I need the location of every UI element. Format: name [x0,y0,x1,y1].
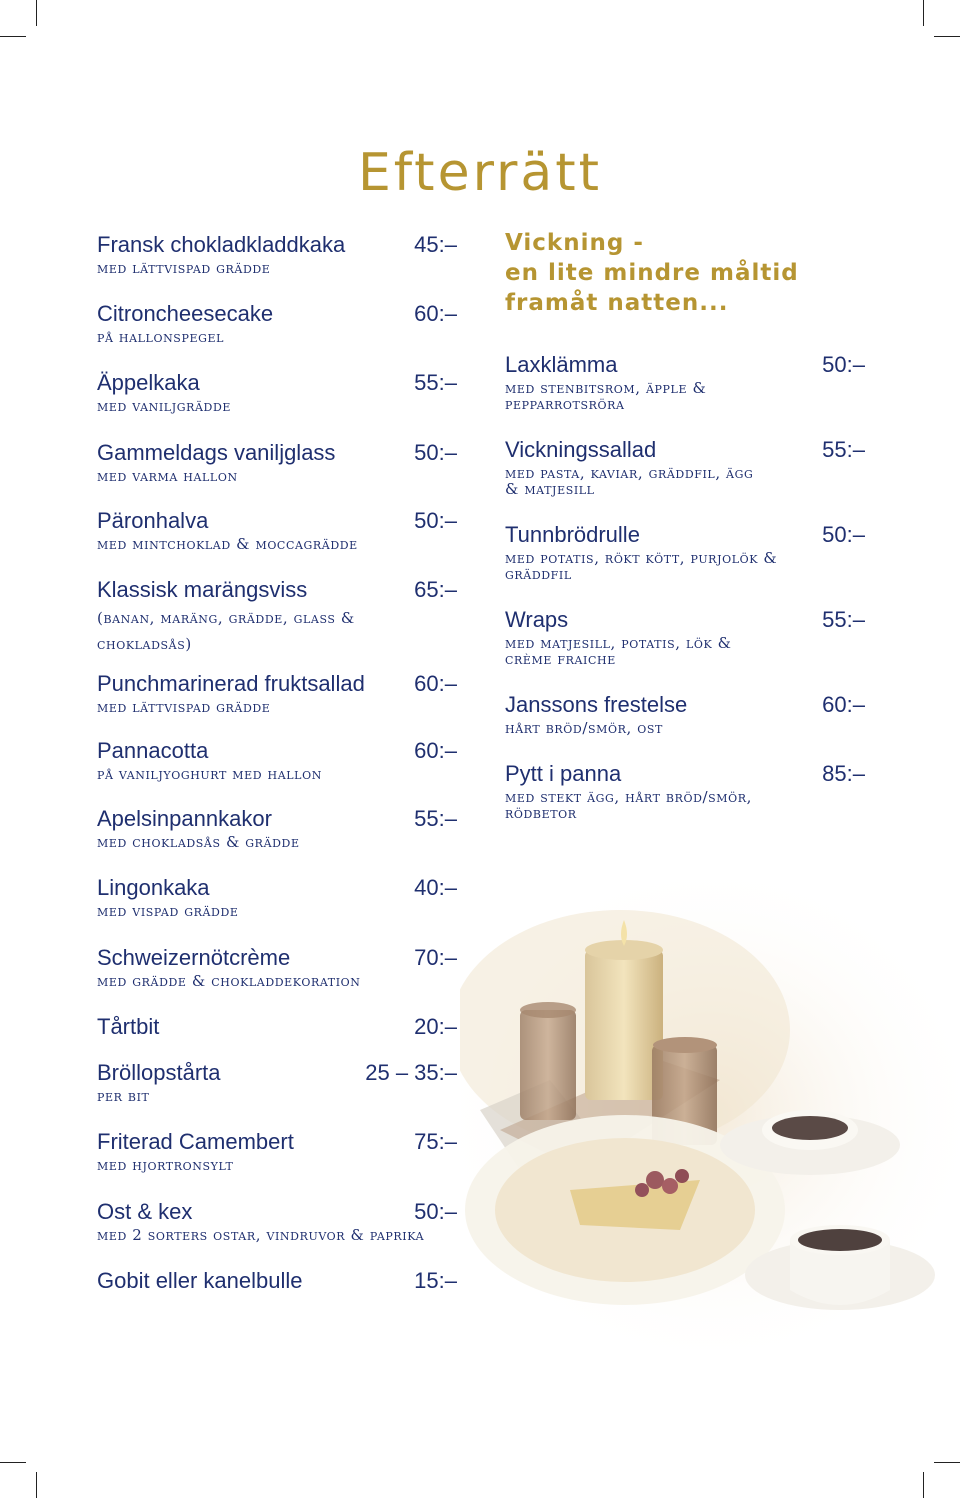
item-description: med stenbitsrom, äpple & pepparrotsröra [505,379,707,413]
item-price: 40:– [414,875,457,900]
item-name: Citroncheesecake [97,301,274,326]
crop-mark [36,0,37,26]
item-name: Klassisk marängsviss [97,577,308,602]
item-name: Bröllopstårta [97,1060,221,1085]
item-description: med potatis, rökt kött, purjolök & gräddfil [505,549,778,583]
item-price: 70:– [414,945,457,970]
item-description: med matjesill, potatis, lök & crème fraiche [505,634,732,668]
dessert-list [97,230,457,1306]
item-price: 50:– [822,522,865,547]
menu-item [97,736,457,804]
item-price: 25 – 35:– [365,1060,457,1085]
item-description: med varma hallon [97,467,238,485]
item-price: 85:– [822,761,865,786]
item-name: Punchmarinerad fruktsallad [97,671,365,696]
vickning-section [505,228,865,829]
item-description: med mintchoklad & moccagrädde [97,535,358,553]
item-price: 50:– [414,508,457,533]
menu-item [97,230,457,299]
menu-item [97,1012,457,1058]
item-description: med lättvispad grädde [97,698,271,716]
item-description: med chokladsås & grädde [97,833,300,851]
menu-item [97,1197,457,1266]
item-price: 60:– [414,738,457,763]
item-price: 75:– [414,1129,457,1154]
menu-item [97,669,457,736]
item-name: Laxklämma [505,352,618,377]
crop-mark [36,1472,37,1498]
item-description: med lättvispad grädde [97,259,271,277]
item-name: Wraps [505,607,569,632]
menu-item [97,438,457,506]
item-name: Fransk chokladkladdkaka [97,232,346,257]
crop-mark [934,36,960,37]
item-name: Pytt i panna [505,761,622,786]
item-price: 60:– [822,692,865,717]
item-description: med vispad grädde [97,902,239,920]
item-name: Päronhalva [97,508,209,533]
menu-item [97,943,457,1012]
menu-item [97,506,457,575]
item-price: 55:– [822,437,865,462]
item-description: med pasta, kaviar, gräddfil, ägg & matjesill [505,464,754,498]
item-name: Tunnbrödrulle [505,522,640,547]
item-price: 60:– [414,301,457,326]
crop-mark [934,1462,960,1463]
menu-item [97,1127,457,1197]
menu-item [97,1266,457,1306]
menu-item [505,759,865,829]
item-price: 45:– [414,232,457,257]
item-name: Friterad Camembert [97,1129,294,1154]
item-name: Pannacotta [97,738,209,763]
candles-dessert-photo [460,880,960,1350]
crop-mark [923,0,924,26]
menu-item [505,350,865,435]
item-description: med stekt ägg, hårt bröd/smör, rödbetor [505,788,753,822]
menu-item [97,1058,457,1127]
item-description: med hjortronsylt [97,1156,234,1174]
heading-line: Vickning - [505,230,644,256]
item-price: 55:– [414,370,457,395]
item-price: 50:– [414,440,457,465]
item-name: Ost & kex [97,1199,193,1224]
menu-item [97,368,457,438]
item-name: Gobit eller kanelbulle [97,1268,303,1293]
crop-mark [0,36,26,37]
menu-item [505,435,865,520]
item-description: per bit [97,1087,150,1105]
item-description: med grädde & chokladdekoration [97,972,361,990]
menu-item [97,299,457,368]
menu-item [505,605,865,690]
heading-line: framåt natten... [505,290,729,316]
item-name: Tårtbit [97,1014,160,1039]
item-price: 55:– [822,607,865,632]
menu-item [97,575,457,669]
item-name: Lingonkaka [97,875,210,900]
item-name: Äppelkaka [97,370,200,395]
heading-line: en lite mindre måltid [505,260,799,286]
menu-item [97,804,457,873]
item-price: 50:– [822,352,865,377]
page-title: Efterrätt [357,142,603,203]
crop-mark [923,1472,924,1498]
item-name: Apelsinpannkakor [97,806,272,831]
item-description: på hallonspegel [97,328,224,346]
item-description: med 2 sorters ostar, vindruvor & paprika [97,1226,425,1244]
item-description: på vaniljyoghurt med hallon [97,765,322,783]
item-price: 55:– [414,806,457,831]
item-name: Gammeldags vaniljglass [97,440,336,465]
crop-mark [0,1462,26,1463]
item-name: Janssons frestelse [505,692,688,717]
item-price: 15:– [414,1268,457,1293]
menu-item [97,873,457,943]
item-price: 60:– [414,671,457,696]
vickning-heading [505,228,865,350]
item-price: 20:– [414,1014,457,1039]
menu-item [505,690,865,759]
item-description: med vaniljgrädde [97,397,231,415]
item-price: 65:– [414,577,457,602]
item-name: Vickningssallad [505,437,657,462]
item-name: Schweizernötcrème [97,945,291,970]
item-description: hårt bröd/smör, ost [505,719,663,737]
item-price: 50:– [414,1199,457,1224]
menu-item [505,520,865,605]
item-description: (banan, maräng, grädde, glass & chokladsås) [97,609,355,653]
